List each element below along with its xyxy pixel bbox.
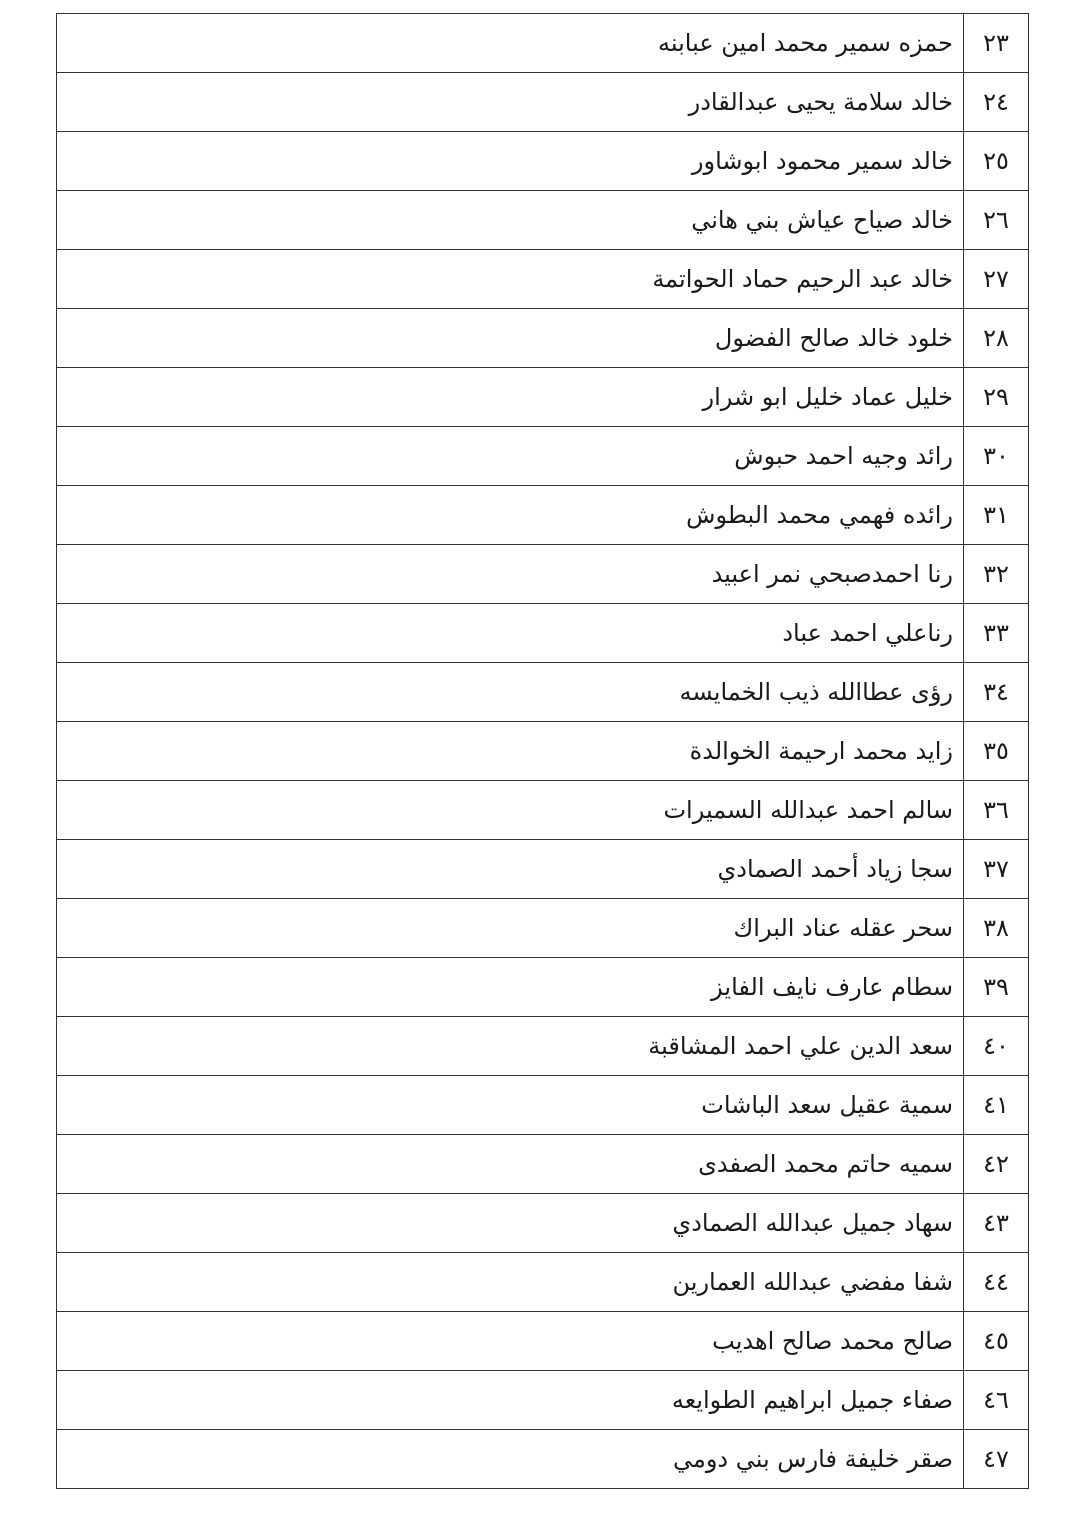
- row-number: ٢٩: [964, 368, 1029, 427]
- row-name: خالد سلامة يحيى عبدالقادر: [57, 73, 964, 132]
- row-number: ٤٦: [964, 1371, 1029, 1430]
- table-row: [57, 309, 1029, 368]
- row-name: خالد صياح عياش بني هاني: [57, 191, 964, 250]
- row-name: سجا زياد أحمد الصمادي: [57, 840, 964, 899]
- row-name: شفا مفضي عبدالله العمارين: [57, 1253, 964, 1312]
- row-number: ٣٥: [964, 722, 1029, 781]
- row-number: ٣١: [964, 486, 1029, 545]
- row-name: سهاد جميل عبدالله الصمادي: [57, 1194, 964, 1253]
- table-row: [57, 427, 1029, 486]
- table-row: [57, 132, 1029, 191]
- table-row: [57, 1076, 1029, 1135]
- table-row: [57, 958, 1029, 1017]
- row-number: ٣٣: [964, 604, 1029, 663]
- table-row: [57, 191, 1029, 250]
- row-name: سطام عارف نايف الفايز: [57, 958, 964, 1017]
- table-row: [57, 73, 1029, 132]
- row-number: ٤٠: [964, 1017, 1029, 1076]
- row-number: ٤٤: [964, 1253, 1029, 1312]
- row-number: ٢٣: [964, 14, 1029, 73]
- row-name: سميه حاتم محمد الصفدى: [57, 1135, 964, 1194]
- table-row: [57, 840, 1029, 899]
- table-row: [57, 1017, 1029, 1076]
- table-row: [57, 1312, 1029, 1371]
- row-number: ٤٢: [964, 1135, 1029, 1194]
- row-name: سعد الدين علي احمد المشاقبة: [57, 1017, 964, 1076]
- row-name: سمية عقيل سعد الباشات: [57, 1076, 964, 1135]
- table-row: [57, 1253, 1029, 1312]
- row-number: ٣٢: [964, 545, 1029, 604]
- row-number: ٤٣: [964, 1194, 1029, 1253]
- row-name: رائد وجيه احمد حبوش: [57, 427, 964, 486]
- row-number: ٣٤: [964, 663, 1029, 722]
- row-number: ٤٧: [964, 1430, 1029, 1489]
- row-number: ٣٩: [964, 958, 1029, 1017]
- row-number: ٢٥: [964, 132, 1029, 191]
- table-row: [57, 545, 1029, 604]
- row-number: ٣٨: [964, 899, 1029, 958]
- row-name: خالد عبد الرحيم حماد الحواتمة: [57, 250, 964, 309]
- row-number: ٣٠: [964, 427, 1029, 486]
- row-name: رؤى عطاالله ذيب الخمايسه: [57, 663, 964, 722]
- table-row: [57, 1135, 1029, 1194]
- names-table-body: [57, 14, 1029, 1489]
- row-number: ٢٦: [964, 191, 1029, 250]
- row-name: صالح محمد صالح اهديب: [57, 1312, 964, 1371]
- table-row: [57, 781, 1029, 840]
- table-row: [57, 604, 1029, 663]
- row-name: خليل عماد خليل ابو شرار: [57, 368, 964, 427]
- table-row: [57, 368, 1029, 427]
- row-number: ٤١: [964, 1076, 1029, 1135]
- row-number: ٢٧: [964, 250, 1029, 309]
- row-name: خلود خالد صالح الفضول: [57, 309, 964, 368]
- row-number: ٢٨: [964, 309, 1029, 368]
- row-name: سالم احمد عبدالله السميرات: [57, 781, 964, 840]
- row-name: خالد سمير محمود ابوشاور: [57, 132, 964, 191]
- names-table: [56, 13, 1029, 1489]
- row-number: ٣٧: [964, 840, 1029, 899]
- row-name: رنا احمدصبحي نمر اعبيد: [57, 545, 964, 604]
- row-name: صقر خليفة فارس بني دومي: [57, 1430, 964, 1489]
- row-name: رناعلي احمد عباد: [57, 604, 964, 663]
- row-name: صفاء جميل ابراهيم الطوايعه: [57, 1371, 964, 1430]
- row-name: سحر عقله عناد البراك: [57, 899, 964, 958]
- table-row: [57, 486, 1029, 545]
- table-row: [57, 1194, 1029, 1253]
- table-row: [57, 663, 1029, 722]
- table-row: [57, 1371, 1029, 1430]
- table-row: [57, 14, 1029, 73]
- row-name: رائده فهمي محمد البطوش: [57, 486, 964, 545]
- table-row: [57, 1430, 1029, 1489]
- table-row: [57, 899, 1029, 958]
- row-number: ٢٤: [964, 73, 1029, 132]
- row-number: ٣٦: [964, 781, 1029, 840]
- table-row: [57, 250, 1029, 309]
- row-number: ٤٥: [964, 1312, 1029, 1371]
- row-name: زايد محمد ارحيمة الخوالدة: [57, 722, 964, 781]
- table-row: [57, 722, 1029, 781]
- row-name: حمزه سمير محمد امين عبابنه: [57, 14, 964, 73]
